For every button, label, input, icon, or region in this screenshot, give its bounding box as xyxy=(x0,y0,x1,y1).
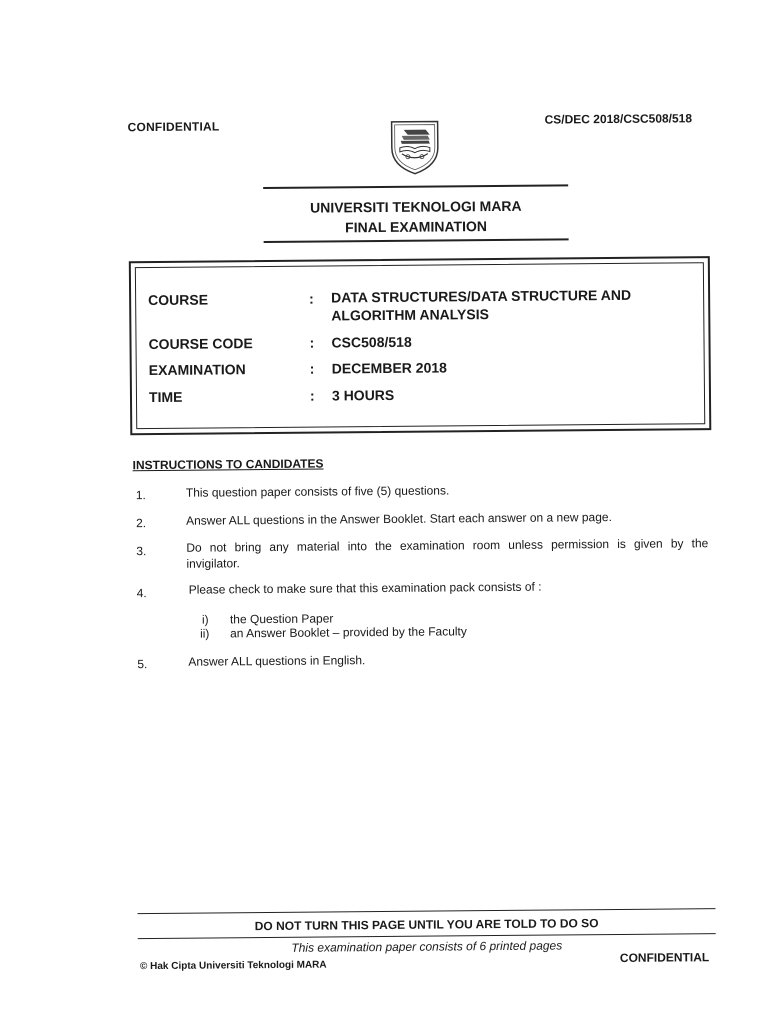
colon: : xyxy=(309,387,315,404)
sub-item-text: the Question Paper xyxy=(229,611,334,627)
instruction-number: 3. xyxy=(136,544,147,559)
instruction-text: This question paper consists of five (5) questions. xyxy=(185,483,450,500)
instruction-text: Answer ALL questions in English. xyxy=(188,653,366,669)
colon: : xyxy=(309,360,315,377)
examination-value: DECEMBER 2018 xyxy=(331,359,447,377)
course-code-value: CSC508/518 xyxy=(331,333,412,351)
copyright-notice: © Hak Cipta Universiti Teknologi MARA xyxy=(139,959,327,973)
sub-item-number: ii) xyxy=(199,626,210,641)
title-top-rule xyxy=(263,184,568,189)
instruction-number: 4. xyxy=(136,586,147,601)
footer-confidential: CONFIDENTIAL xyxy=(619,950,710,965)
time-value: 3 HOURS xyxy=(331,386,395,404)
instruction-number: 2. xyxy=(136,516,147,531)
sub-item-number: i) xyxy=(201,612,209,627)
sub-item-text: an Answer Booklet – provided by the Faculty xyxy=(229,624,467,641)
instruction-text: Answer ALL questions in the Answer Booklet. Start each answer on a new page. xyxy=(186,510,612,528)
colon: : xyxy=(309,290,314,307)
instruction-text: Do not bring any material into the examination room unless permission is given by the xyxy=(186,536,709,555)
university-crest-icon xyxy=(386,117,445,176)
instruction-number: 5. xyxy=(137,657,148,672)
instructions-title: INSTRUCTIONS TO CANDIDATES xyxy=(132,456,324,473)
course-value-line1: DATA STRUCTURES/DATA STRUCTURE AND xyxy=(331,286,632,306)
header-confidential: CONFIDENTIAL xyxy=(127,119,220,135)
university-name: UNIVERSITI TEKNOLOGI MARA xyxy=(309,197,522,216)
title-block xyxy=(263,195,568,238)
course-label: COURSE xyxy=(148,291,209,309)
instruction-text-continued: invigilator. xyxy=(186,556,240,571)
printed-pages-note: This examination paper consists of 6 printed pages xyxy=(291,938,563,955)
course-code-label: COURSE CODE xyxy=(148,335,253,353)
title-bottom-rule xyxy=(264,238,569,243)
exam-type: FINAL EXAMINATION xyxy=(345,218,487,236)
examination-label: EXAMINATION xyxy=(148,361,246,379)
colon: : xyxy=(309,334,315,351)
course-details-box xyxy=(129,256,711,435)
header-paper-code: CS/DEC 2018/CSC508/518 xyxy=(544,111,693,127)
course-value-line2: ALGORITHM ANALYSIS xyxy=(331,306,489,324)
time-label: TIME xyxy=(148,388,183,406)
instruction-number: 1. xyxy=(135,488,146,503)
footer-top-rule xyxy=(137,908,715,914)
do-not-turn-notice: DO NOT TURN THIS PAGE UNTIL YOU ARE TOLD TO DO SO xyxy=(254,916,599,934)
instruction-text: Please check to make sure that this examination pack consists of : xyxy=(188,579,542,597)
